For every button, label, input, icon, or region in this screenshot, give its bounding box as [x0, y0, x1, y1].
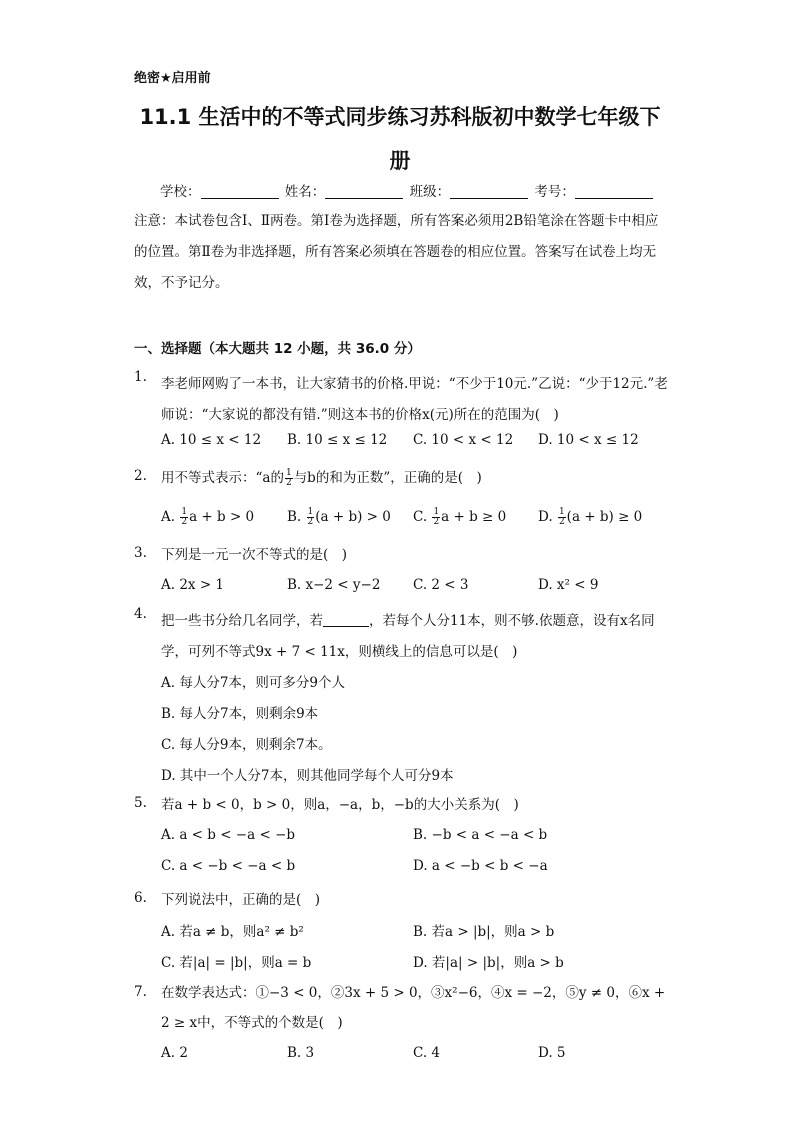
question-text: 李老师网购了一本书，让大家猜书的价格.甲说：“不少于10元.”乙说：“少于12元.”老师说：“大家说的都没有错.”则这本书的价格x(元)所在的范围为( )	[161, 376, 668, 423]
q2-option-b[interactable]	[287, 508, 391, 527]
q3-option-c[interactable]: C. 2 < 3	[413, 577, 469, 593]
q7-option-c[interactable]: C. 4	[413, 1045, 441, 1061]
q5-option-c[interactable]: C. a < −b < −a < b	[161, 858, 296, 874]
fraction-numerator: 1	[181, 507, 188, 517]
fraction	[285, 469, 293, 488]
fraction-denominator: 2	[558, 517, 565, 527]
q3-option-d[interactable]: D. x² < 9	[538, 577, 599, 593]
q3-option-a[interactable]: A. 2x > 1	[161, 577, 225, 593]
question-number: 5.	[134, 795, 147, 811]
question-number: 3.	[134, 545, 147, 561]
q2-option-d[interactable]	[538, 508, 642, 527]
q7-option-b[interactable]: B. 3	[287, 1045, 315, 1061]
fraction-numerator: 1	[433, 507, 440, 517]
q6-option-d[interactable]: D. 若|a| > |b|，则a > b	[413, 955, 564, 971]
question-text-part: 与b的和为正数”，正确的是( )	[293, 470, 482, 486]
question-text	[161, 606, 671, 668]
q1-option-a[interactable]: A. 10 ≤ x < 12	[161, 432, 262, 448]
fraction	[432, 508, 440, 527]
question-text-part: 把一些书分给几名同学，若	[161, 613, 323, 629]
number-label: 考号：	[534, 184, 575, 200]
q4-option-d[interactable]: D. 其中一个人分7本，则其他同学每个人可分9本	[161, 768, 454, 784]
q2-option-a[interactable]	[161, 508, 254, 527]
option-letter: A.	[161, 509, 180, 525]
question-text-part: ，若每个人分11本，则不够.依题意，设有x名同学，可列不等式9x + 7 < 11x，则横线上的信息可以是( )	[161, 613, 655, 660]
q7-option-a[interactable]: A. 2	[161, 1045, 188, 1061]
student-info-row	[160, 180, 655, 200]
class-label: 班级：	[409, 184, 451, 200]
question-number: 1.	[134, 369, 147, 385]
fraction-denominator: 2	[285, 478, 292, 488]
exam-notice: 注意：本试卷包含Ⅰ、Ⅱ两卷。第Ⅰ卷为选择题，所有答案必须用2B铅笔涂在答题卡中相应的位置。第Ⅱ卷为非选择题，所有答案必须填在答题卷的相应位置。答案写在试卷上均无效，不予记分。	[134, 213, 659, 291]
school-blank	[201, 184, 279, 199]
question-number: 2.	[134, 468, 147, 484]
q4-option-a[interactable]: A. 每人分7本，则可多分9个人	[161, 675, 346, 691]
option-expression: a + b ≥ 0	[441, 509, 507, 525]
question-number: 6.	[134, 890, 147, 906]
school-label: 学校：	[160, 184, 201, 200]
section-heading: 一、选择题（本大题共 12 小题，共 36.0 分）	[134, 341, 421, 357]
q4-option-b[interactable]: B. 每人分7本，则剩余9本	[161, 706, 319, 722]
question-text: 在数学表达式：①−3 < 0，②3x + 5 > 0，③x²−6，④x = −2，⑤y ≠ 0，⑥x + 2 ≥ x中，不等式的个数是( )	[161, 985, 666, 1031]
class-blank	[450, 184, 528, 199]
fraction-numerator: 1	[558, 507, 565, 517]
question-number: 4.	[134, 606, 147, 622]
fraction	[307, 508, 315, 527]
page-title-continued: 册	[389, 149, 411, 173]
q6-option-b[interactable]: B. 若a > |b|，则a > b	[413, 924, 555, 940]
q1-option-c[interactable]: C. 10 < x < 12	[413, 432, 514, 448]
fraction-numerator: 1	[307, 507, 314, 517]
option-letter: D.	[538, 509, 557, 525]
q6-option-c[interactable]: C. 若|a| = |b|，则a = b	[161, 955, 312, 971]
q2-option-c[interactable]	[413, 508, 506, 527]
fraction-denominator: 2	[181, 517, 188, 527]
q5-option-d[interactable]: D. a < −b < b < −a	[413, 858, 548, 874]
q3-option-b[interactable]: B. x−2 < y−2	[287, 577, 381, 593]
fraction-denominator: 2	[433, 517, 440, 527]
option-letter: B.	[287, 509, 306, 525]
fill-in-blank	[323, 614, 369, 627]
q1-option-b[interactable]: B. 10 ≤ x ≤ 12	[287, 432, 388, 448]
secret-label: 绝密★启用前	[134, 71, 211, 86]
q4-option-c[interactable]: C. 每人分9本，则剩余7本。	[161, 737, 332, 753]
q6-option-a[interactable]: A. 若a ≠ b，则a² ≠ b²	[161, 924, 304, 940]
question-text: 下列是一元一次不等式的是( )	[161, 547, 348, 563]
option-expression: (a + b) ≥ 0	[566, 509, 643, 525]
fraction	[558, 508, 566, 527]
option-letter: C.	[413, 509, 432, 525]
number-blank	[575, 184, 653, 199]
question-text	[161, 468, 671, 488]
q7-option-d[interactable]: D. 5	[538, 1045, 566, 1061]
question-text-part: 用不等式表示：“a的	[161, 470, 284, 486]
question-text: 若a + b < 0，b > 0，则a，−a，b，−b的大小关系为( )	[161, 797, 519, 813]
option-expression: a + b > 0	[189, 509, 255, 525]
q5-option-a[interactable]: A. a < b < −a < −b	[161, 827, 296, 843]
q5-option-b[interactable]: B. −b < a < −a < b	[413, 827, 548, 843]
name-label: 姓名：	[284, 184, 326, 200]
name-blank	[325, 184, 403, 199]
fraction	[180, 508, 188, 527]
question-text: 下列说法中，正确的是( )	[161, 892, 321, 908]
page-title: 11.1 生活中的不等式同步练习苏科版初中数学七年级下	[139, 105, 661, 129]
fraction-denominator: 2	[307, 517, 314, 527]
fraction-numerator: 1	[285, 468, 292, 478]
question-number: 7.	[134, 984, 147, 1000]
q1-option-d[interactable]: D. 10 < x ≤ 12	[538, 432, 639, 448]
option-expression: (a + b) > 0	[315, 509, 391, 525]
